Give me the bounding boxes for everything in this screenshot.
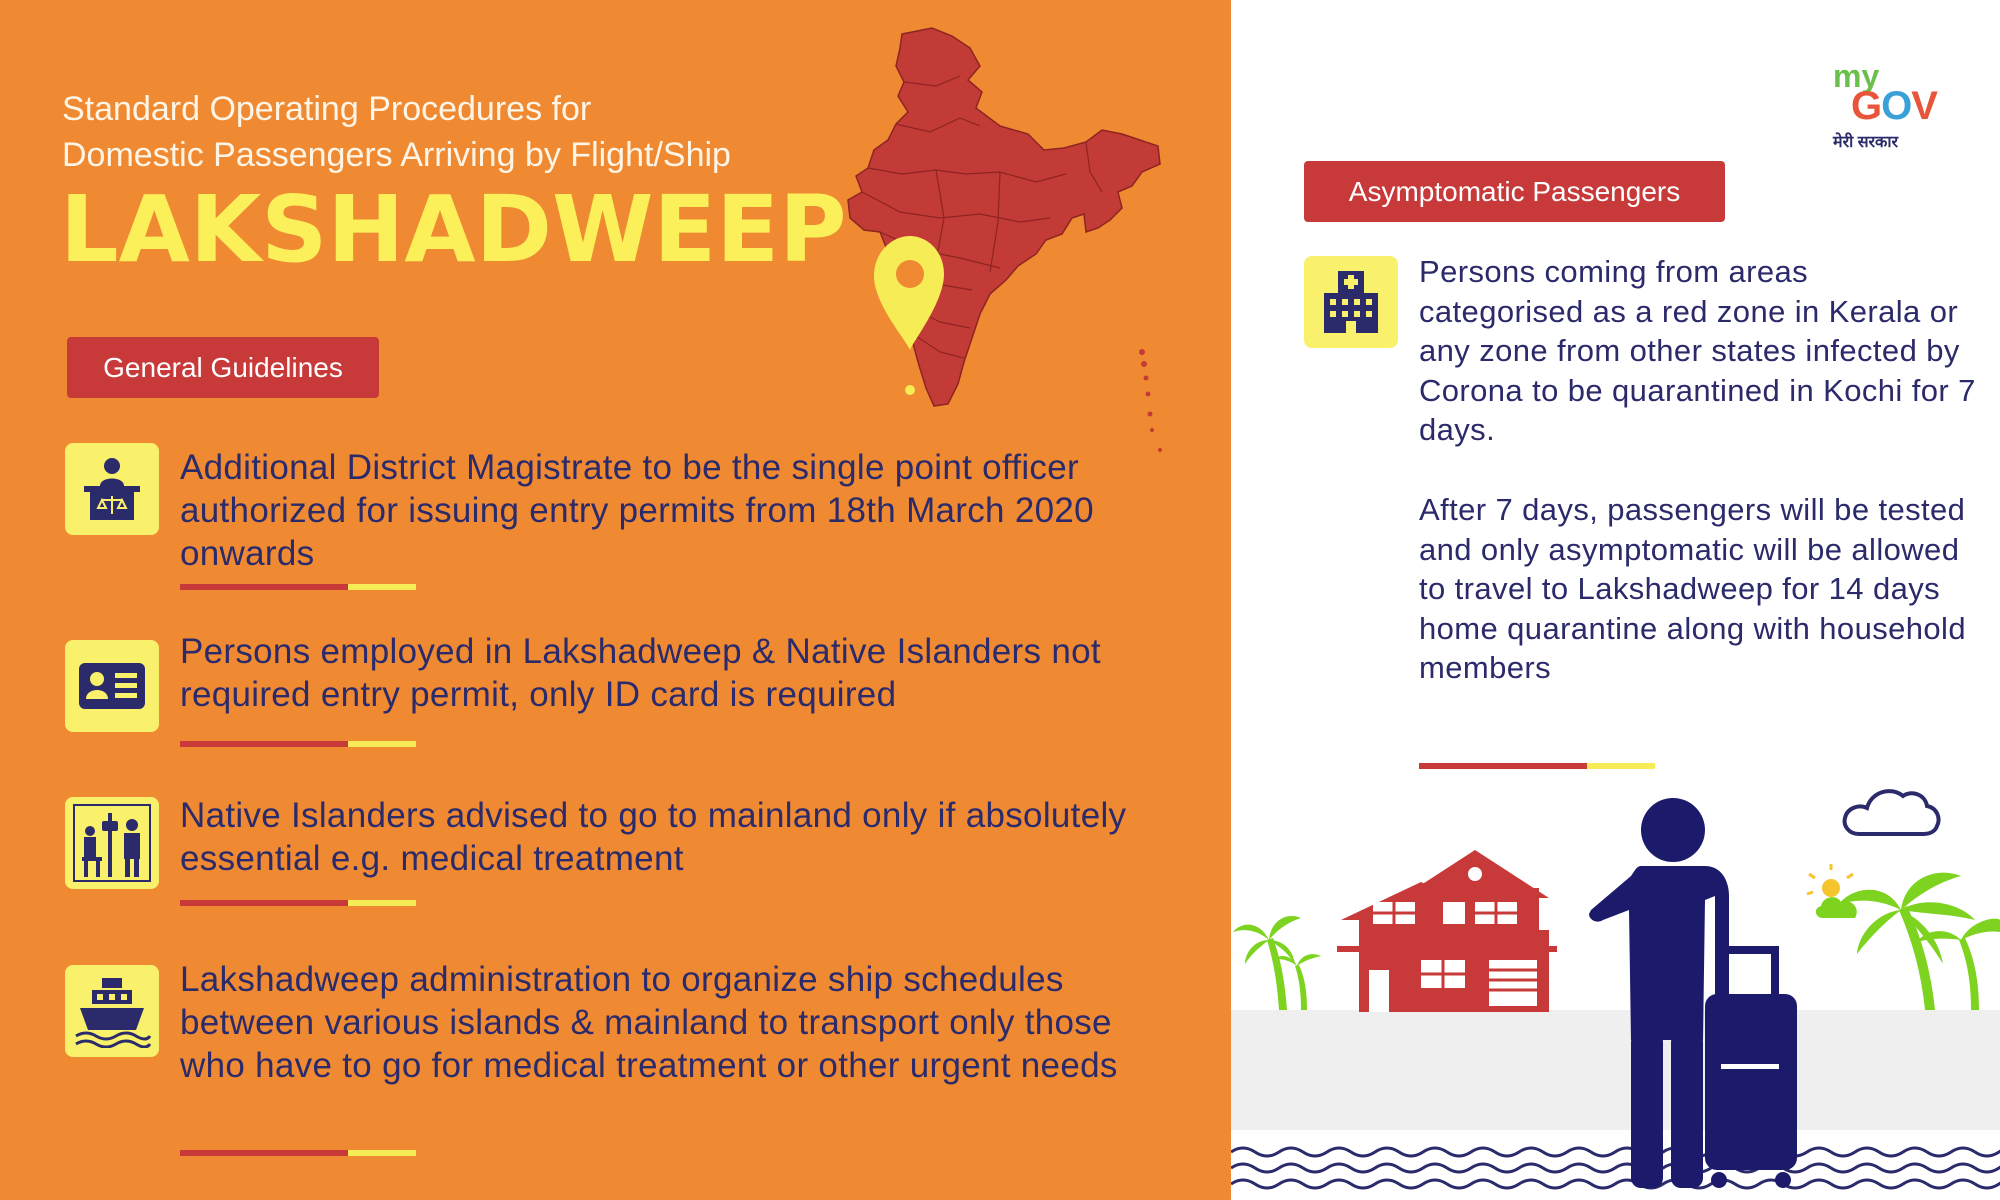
medical-treatment-icon	[72, 803, 152, 883]
hospital-icon-box	[1304, 256, 1398, 348]
guideline-icon-box-3	[65, 797, 159, 889]
guideline-divider-3	[180, 900, 416, 906]
general-guidelines-label: General Guidelines	[67, 337, 379, 398]
asymptomatic-divider	[1419, 763, 1655, 769]
logo-gov-o: O	[1881, 84, 1912, 128]
subtitle-line-2: Domestic Passengers Arriving by Flight/Ship	[62, 136, 731, 174]
sea-waves	[1231, 1148, 2000, 1188]
sun-cloud-icon	[1807, 864, 1857, 918]
logo-hindi-text: मेरी सरकार	[1833, 134, 1899, 151]
house-icon	[1337, 850, 1557, 1012]
asymptomatic-passengers-label: Asymptomatic Passengers	[1304, 161, 1725, 222]
guideline-icon-box-4	[65, 965, 159, 1057]
asymptomatic-para-2: After 7 days, passengers will be tested and only asymptomatic will be allowed to travel to Lakshadweep for 14 days home quarantine along with household members	[1419, 492, 1966, 685]
guideline-icon-box-1	[65, 443, 159, 535]
mygov-logo	[1829, 58, 1939, 151]
guideline-divider-2	[180, 741, 416, 747]
guideline-text-1: Additional District Magistrate to be the single point officer authorized for issuing entry permits from 18th March 2020 onwards	[180, 448, 1094, 573]
india-map-illustration	[840, 22, 1210, 472]
guideline-text-3: Native Islanders advised to go to mainland only if absolutely essential e.g. medical treatment	[180, 796, 1127, 878]
travel-scene-illustration	[1231, 770, 2000, 1200]
small-palm-tree-icon	[1233, 916, 1321, 1010]
guideline-icon-box-2	[65, 640, 159, 732]
ground-band	[1231, 1010, 2000, 1130]
cloud-icon	[1845, 791, 1939, 834]
magistrate-desk-icon	[74, 452, 150, 526]
guideline-divider-4	[180, 1150, 416, 1156]
andaman-islands	[1139, 349, 1162, 452]
id-card-icon	[77, 661, 147, 711]
page-title: LAKSHADWEEP	[60, 176, 847, 283]
logo-gov-v: V	[1911, 84, 1937, 128]
asymptomatic-para-1: Persons coming from areas categorised as a red zone in Kerala or any zone from other states infected by Corona to be quarantined in Kochi for 7 days.	[1419, 254, 1976, 447]
logo-gov-g: G	[1851, 84, 1882, 128]
india-map-shape	[848, 28, 1160, 406]
large-palm-tree-icon	[1839, 873, 2000, 1010]
hospital-icon	[1316, 269, 1386, 335]
logo-gov-text	[1851, 84, 1937, 129]
ship-icon	[72, 974, 152, 1048]
guideline-text-4: Lakshadweep administration to organize ship schedules between various islands & mainland to transport only those who have to go for medical treatment or other urgent needs	[180, 960, 1118, 1085]
guideline-text-2: Persons employed in Lakshadweep & Native Islanders not required entry permit, only ID card is required	[180, 632, 1101, 714]
guideline-divider-1	[180, 584, 416, 590]
page-subtitle	[62, 86, 862, 178]
right-panel	[1231, 0, 2000, 1200]
subtitle-line-1: Standard Operating Procedures for	[62, 90, 592, 128]
logo-my-text: my	[1833, 58, 1880, 94]
